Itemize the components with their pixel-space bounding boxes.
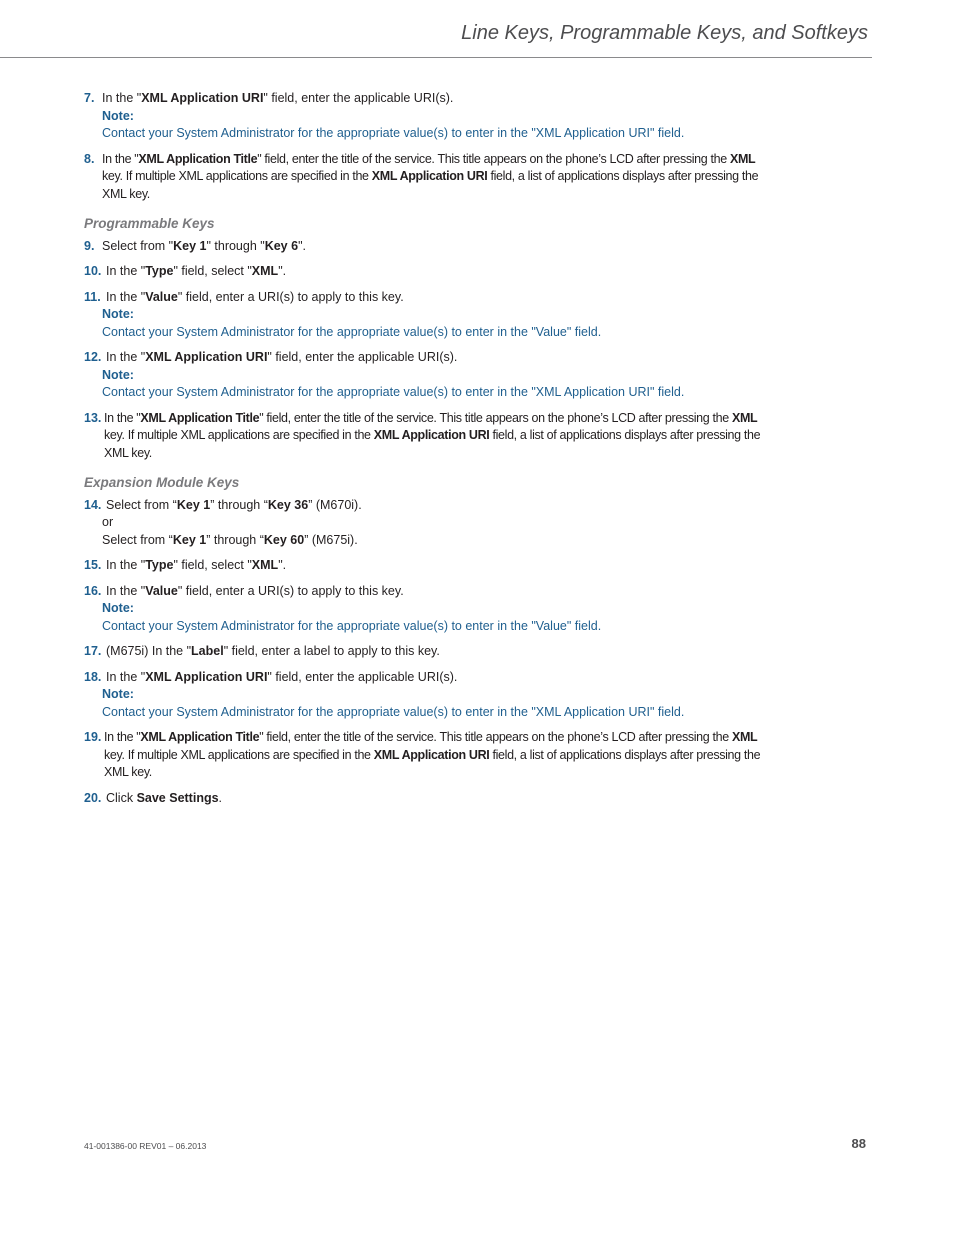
step-7 <box>84 90 774 143</box>
step-number: 16. <box>84 583 102 598</box>
document-body <box>84 90 774 815</box>
step-text: In the "XML Application URI" field, enter the applicable URI(s). <box>106 669 458 684</box>
header-rule <box>0 57 872 58</box>
step-number: 11. <box>84 289 101 304</box>
step-number: 9. <box>84 238 95 253</box>
step-10 <box>84 263 774 281</box>
step-number: 7. <box>84 91 95 105</box>
step-number: 13. <box>84 410 102 425</box>
note-label: Note: <box>102 108 134 123</box>
step-text: In the "Type" field, select "XML". <box>106 558 287 572</box>
section-heading-programmable-keys: Programmable Keys <box>84 216 215 231</box>
step-text: In the "XML Application Title" field, enter the title of the service. This title appears on the phone’s LCD after pressing the XML key. If multiple XML applications are specified in the XML Application URI field, a list of applications displays after pressing the XML key. <box>104 410 761 460</box>
step-text: In the "XML Application URI" field, enter the applicable URI(s). <box>102 91 454 105</box>
note-text: Contact your System Administrator for the appropriate value(s) to enter in the "Value" field. <box>102 618 602 633</box>
note-text: Contact your System Administrator for the appropriate value(s) to enter in the "XML Application URI" field. <box>102 126 685 140</box>
step-9 <box>84 238 774 256</box>
step-13 <box>84 410 774 463</box>
step-text: In the "Type" field, select "XML". <box>106 264 287 278</box>
step-number: 15. <box>84 558 102 572</box>
step-number: 19. <box>84 730 102 744</box>
step-text: (M675i) In the "Label" field, enter a label to apply to this key. <box>106 644 440 658</box>
step-15 <box>84 557 774 575</box>
step-17 <box>84 643 774 661</box>
step-text: Select from "Key 1" through "Key 6". <box>102 238 306 253</box>
step-8 <box>84 151 774 204</box>
step-text: Select from “Key 1” through “Key 36” (M670i). <box>106 497 362 512</box>
step-text: In the "XML Application Title" field, enter the title of the service. This title appears on the phone’s LCD after pressing the XML key. If multiple XML applications are specified in the XML Application URI field, a list of applications displays after pressing the XML key. <box>104 730 761 779</box>
step-text: Click Save Settings. <box>106 790 223 805</box>
step-20 <box>84 790 774 808</box>
step-text: In the "XML Application URI" field, enter the applicable URI(s). <box>106 350 458 364</box>
note-text: Contact your System Administrator for the appropriate value(s) to enter in the "XML Application URI" field. <box>102 385 685 399</box>
step-11 <box>84 289 774 342</box>
footer-page-number: 88 <box>851 1136 866 1151</box>
footer-document-code: 41-001386-00 REV01 – 06.2013 <box>84 1141 207 1151</box>
step-12 <box>84 349 774 402</box>
step-text: In the "Value" field, enter a URI(s) to apply to this key. <box>106 289 404 304</box>
note-text: Contact your System Administrator for the appropriate value(s) to enter in the "Value" field. <box>102 324 602 339</box>
step-text: In the "XML Application Title" field, enter the title of the service. This title appears on the phone’s LCD after pressing the XML key. If multiple XML applications are specified in the XML Application URI field, a list of applications displays after pressing the XML key. <box>102 151 759 201</box>
step-16 <box>84 583 774 636</box>
note-label: Note: <box>102 687 134 701</box>
step-number: 20. <box>84 790 102 805</box>
step-number: 12. <box>84 350 102 364</box>
step-text: In the "Value" field, enter a URI(s) to apply to this key. <box>106 583 404 598</box>
note-text: Contact your System Administrator for the appropriate value(s) to enter in the "XML Application URI" field. <box>102 704 685 719</box>
step-14 <box>84 497 774 550</box>
step-19 <box>84 729 774 782</box>
step-number: 10. <box>84 264 102 278</box>
step-number: 17. <box>84 644 102 658</box>
step-number: 8. <box>84 151 95 166</box>
section-heading-expansion-module-keys: Expansion Module Keys <box>84 475 240 490</box>
step-18 <box>84 669 774 722</box>
page-header-title: Line Keys, Programmable Keys, and Softkeys <box>461 22 868 44</box>
step-number: 14. <box>84 497 102 512</box>
note-label: Note: <box>102 601 134 615</box>
note-label: Note: <box>102 307 134 321</box>
step-or: or <box>102 515 114 529</box>
note-label: Note: <box>102 367 134 382</box>
step-text-alt: Select from “Key 1” through “Key 60” (M675i). <box>102 532 358 547</box>
step-number: 18. <box>84 669 102 684</box>
